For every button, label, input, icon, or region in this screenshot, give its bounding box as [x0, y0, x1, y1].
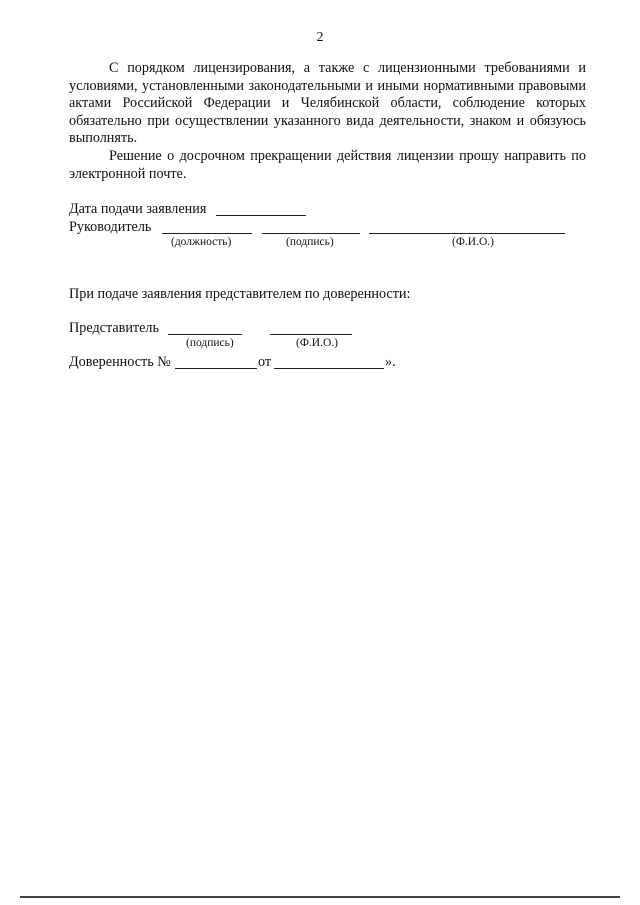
head-fio-field[interactable]	[369, 233, 565, 234]
head-position-field[interactable]	[162, 233, 252, 234]
submission-date-field[interactable]	[216, 215, 306, 216]
closing-quote: ».	[385, 354, 396, 370]
footer-rule	[20, 896, 620, 898]
caption-fio: (Ф.И.О.)	[452, 236, 494, 248]
caption-signature: (подпись)	[286, 236, 334, 248]
representative-label: Представитель	[69, 320, 159, 336]
power-of-attorney-label: Доверенность №	[69, 354, 171, 370]
representative-fio-field[interactable]	[270, 334, 352, 335]
page-number: 2	[316, 30, 324, 45]
decision-delivery-paragraph: Решение о досрочном прекращении действия лицензии прошу направить по электронной почте.	[69, 148, 586, 182]
rep-caption-fio: (Ф.И.О.)	[296, 337, 338, 349]
power-of-attorney-date-field[interactable]	[274, 368, 384, 369]
submission-date-label: Дата подачи заявления	[69, 201, 207, 217]
acknowledgement-paragraph: С порядком лицензирования, а также с лицензионными требованиями и условиями, установленными законодательными и иными нормативными правовыми актами Российской Федерации и Челябинской области, соблюдение которых обязательно при осуществлении указанного вида деятельности, знаком и обязуюсь выполнять.	[69, 60, 586, 147]
representative-note: При подаче заявления представителем по доверенности:	[69, 286, 411, 302]
from-label: от	[258, 354, 272, 370]
caption-position: (должность)	[171, 236, 232, 248]
representative-signature-field[interactable]	[168, 334, 242, 335]
rep-caption-signature: (подпись)	[186, 337, 234, 349]
head-signature-field[interactable]	[262, 233, 360, 234]
power-of-attorney-number-field[interactable]	[175, 368, 257, 369]
head-label: Руководитель	[69, 219, 152, 235]
